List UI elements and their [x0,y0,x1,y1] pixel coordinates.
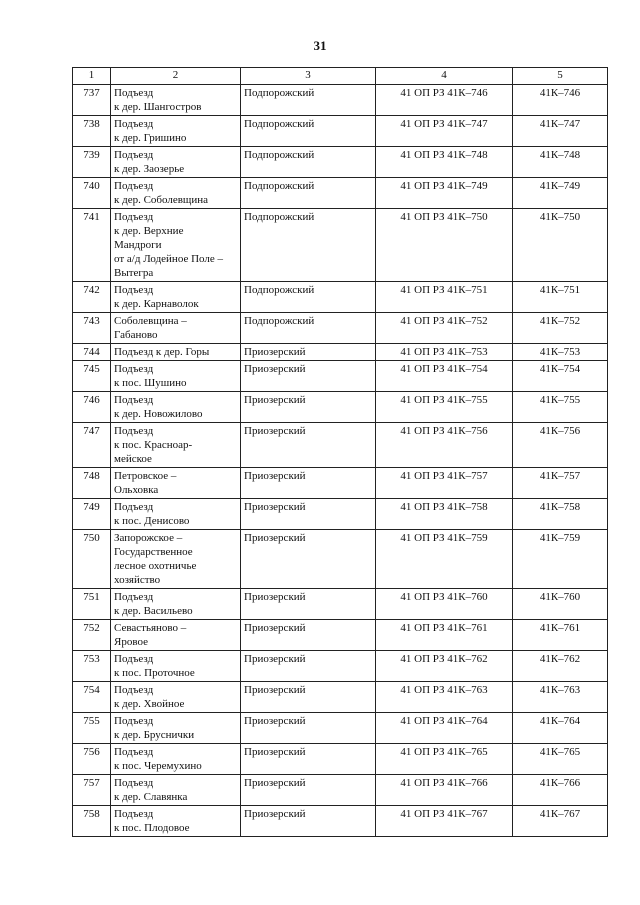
road-name-line: Подъезд [114,425,154,437]
header-col-4: 4 [376,68,513,85]
road-identifier: 41 ОП РЗ 41К–765 [376,744,513,775]
road-name-line: Соболевщина – [114,315,187,327]
row-number: 745 [73,361,111,392]
road-name-line: Подъезд [114,653,154,665]
road-name-line: к пос. Плодовое [114,822,190,834]
road-name [111,423,241,468]
road-name [111,468,241,499]
row-number: 747 [73,423,111,468]
road-name [111,392,241,423]
road-name-line: к дер. Соболевщина [114,194,209,206]
row-number: 746 [73,392,111,423]
road-name [111,775,241,806]
road-name-line: Подъезд [114,715,154,727]
road-name-line: мейское [114,453,152,465]
row-number: 741 [73,209,111,282]
road-name-line: Подъезд [114,777,154,789]
road-name-line: к дер. Гришино [114,132,187,144]
road-identifier: 41 ОП РЗ 41К–763 [376,682,513,713]
road-identifier: 41 ОП РЗ 41К–750 [376,209,513,282]
row-number: 738 [73,116,111,147]
road-name-line: к дер. Васильево [114,605,193,617]
row-number: 751 [73,589,111,620]
district: Приозерский [241,344,376,361]
road-code: 41К–747 [513,116,608,147]
road-identifier: 41 ОП РЗ 41К–764 [376,713,513,744]
road-identifier: 41 ОП РЗ 41К–748 [376,147,513,178]
road-code: 41К–755 [513,392,608,423]
road-name [111,344,241,361]
road-identifier: 41 ОП РЗ 41К–749 [376,178,513,209]
road-name [111,361,241,392]
row-number: 754 [73,682,111,713]
road-code: 41К–762 [513,651,608,682]
road-code: 41К–748 [513,147,608,178]
district: Приозерский [241,744,376,775]
road-identifier: 41 ОП РЗ 41К–756 [376,423,513,468]
road-name [111,499,241,530]
road-name-line: Подъезд [114,363,154,375]
road-name [111,85,241,116]
district: Приозерский [241,775,376,806]
table-row [73,116,608,147]
road-name-line: к пос. Денисово [114,515,190,527]
road-identifier: 41 ОП РЗ 41К–762 [376,651,513,682]
table-row [73,147,608,178]
road-name-line: хозяйство [114,574,161,586]
road-code: 41К–759 [513,530,608,589]
table-row [73,651,608,682]
road-code: 41К–766 [513,775,608,806]
road-name-line: Габаново [114,329,158,341]
row-number: 753 [73,651,111,682]
row-number: 740 [73,178,111,209]
road-code: 41К–764 [513,713,608,744]
table-row [73,713,608,744]
road-identifier: 41 ОП РЗ 41К–752 [376,313,513,344]
road-identifier: 41 ОП РЗ 41К–761 [376,620,513,651]
district: Приозерский [241,589,376,620]
district: Приозерский [241,806,376,837]
road-name [111,713,241,744]
district: Подпорожский [241,116,376,147]
road-code: 41К–756 [513,423,608,468]
road-name [111,620,241,651]
page-number: 31 [313,38,327,53]
table-row [73,744,608,775]
road-code: 41К–761 [513,620,608,651]
district: Приозерский [241,682,376,713]
table-row [73,682,608,713]
district: Подпорожский [241,85,376,116]
road-identifier: 41 ОП РЗ 41К–757 [376,468,513,499]
row-number: 756 [73,744,111,775]
district: Приозерский [241,530,376,589]
row-number: 748 [73,468,111,499]
road-name-line: Ольховка [114,484,159,496]
road-name-line: Государственное [114,546,193,558]
row-number: 743 [73,313,111,344]
road-name-line: Подъезд [114,87,154,99]
road-identifier: 41 ОП РЗ 41К–767 [376,806,513,837]
road-name [111,589,241,620]
road-name-line: Подъезд [114,284,154,296]
district: Подпорожский [241,282,376,313]
road-name [111,209,241,282]
table-row [73,620,608,651]
road-identifier: 41 ОП РЗ 41К–753 [376,344,513,361]
road-identifier: 41 ОП РЗ 41К–751 [376,282,513,313]
road-code: 41К–749 [513,178,608,209]
road-identifier: 41 ОП РЗ 41К–755 [376,392,513,423]
road-name-line: к пос. Черемухино [114,760,202,772]
district: Приозерский [241,651,376,682]
road-name-line: Подъезд [114,149,154,161]
header-col-2: 2 [111,68,241,85]
road-code: 41К–758 [513,499,608,530]
road-name-line: Подъезд [114,684,154,696]
road-name-line: Подъезд к дер. Горы [114,346,210,358]
table-row [73,344,608,361]
road-name-line: к дер. Новожилово [114,408,203,420]
table-row [73,209,608,282]
road-name-line: Подъезд [114,746,154,758]
table-row [73,775,608,806]
roads-table [72,67,608,837]
road-name-line: Подъезд [114,591,154,603]
road-name [111,530,241,589]
road-name-line: Запорожское – [114,532,183,544]
road-name [111,178,241,209]
road-name [111,744,241,775]
header-col-1: 1 [73,68,111,85]
district: Приозерский [241,499,376,530]
table-row [73,313,608,344]
row-number: 750 [73,530,111,589]
road-code: 41К–750 [513,209,608,282]
row-number: 742 [73,282,111,313]
table-row [73,178,608,209]
road-code: 41К–763 [513,682,608,713]
road-name-line: к дер. Верхние [114,225,184,237]
road-name-line: к дер. Славянка [114,791,188,803]
road-name-line: к пос. Шушино [114,377,187,389]
district: Приозерский [241,468,376,499]
row-number: 758 [73,806,111,837]
road-identifier: 41 ОП РЗ 41К–760 [376,589,513,620]
road-identifier: 41 ОП РЗ 41К–758 [376,499,513,530]
road-name-line: Севастьяново – [114,622,187,634]
table-body [73,85,608,837]
road-name-line: Подъезд [114,501,154,513]
district: Подпорожский [241,147,376,178]
district: Подпорожский [241,178,376,209]
road-name-line: от а/д Лодейное Поле – [114,253,224,265]
road-name-line: Подъезд [114,808,154,820]
road-name-line: Подъезд [114,180,154,192]
road-code: 41К–760 [513,589,608,620]
road-code: 41К–767 [513,806,608,837]
table-row [73,468,608,499]
row-number: 755 [73,713,111,744]
road-identifier: 41 ОП РЗ 41К–747 [376,116,513,147]
road-name-line: к дер. Заозерье [114,163,185,175]
table-row [73,423,608,468]
district: Приозерский [241,423,376,468]
row-number: 749 [73,499,111,530]
table-header-row [73,68,608,85]
road-name-line: к дер. Карнаволок [114,298,199,310]
road-name-line: к дер. Бруснички [114,729,195,741]
table-row [73,530,608,589]
table-row [73,361,608,392]
district: Подпорожский [241,313,376,344]
table-row [73,282,608,313]
road-name-line: Подъезд [114,118,154,130]
table-row [73,85,608,116]
road-code: 41К–753 [513,344,608,361]
road-name [111,313,241,344]
row-number: 737 [73,85,111,116]
district: Приозерский [241,361,376,392]
district: Подпорожский [241,209,376,282]
road-name [111,806,241,837]
road-name-line: Подъезд [114,394,154,406]
road-name-line: Подъезд [114,211,154,223]
table-row [73,392,608,423]
road-code: 41К–752 [513,313,608,344]
road-code: 41К–757 [513,468,608,499]
header-col-3: 3 [241,68,376,85]
road-code: 41К–746 [513,85,608,116]
road-identifier: 41 ОП РЗ 41К–754 [376,361,513,392]
district: Приозерский [241,620,376,651]
district: Приозерский [241,392,376,423]
row-number: 739 [73,147,111,178]
road-identifier: 41 ОП РЗ 41К–759 [376,530,513,589]
road-name-line: к дер. Шангостров [114,101,202,113]
road-name [111,651,241,682]
road-name-line: Вытегра [114,267,154,279]
road-name [111,147,241,178]
road-name-line: Яровое [114,636,148,648]
table-row [73,589,608,620]
road-code: 41К–754 [513,361,608,392]
road-code: 41К–751 [513,282,608,313]
road-name [111,682,241,713]
road-name-line: к пос. Красноар- [114,439,193,451]
row-number: 757 [73,775,111,806]
road-identifier: 41 ОП РЗ 41К–746 [376,85,513,116]
road-name-line: Петровское – [114,470,177,482]
district: Приозерский [241,713,376,744]
road-name-line: к дер. Хвойное [114,698,185,710]
header-col-5: 5 [513,68,608,85]
road-code: 41К–765 [513,744,608,775]
road-identifier: 41 ОП РЗ 41К–766 [376,775,513,806]
road-name-line: лесное охотничье [114,560,197,572]
road-name-line: к пос. Проточное [114,667,195,679]
road-name [111,282,241,313]
row-number: 752 [73,620,111,651]
table-row [73,806,608,837]
road-name [111,116,241,147]
road-name-line: Мандроги [114,239,162,251]
table-row [73,499,608,530]
row-number: 744 [73,344,111,361]
